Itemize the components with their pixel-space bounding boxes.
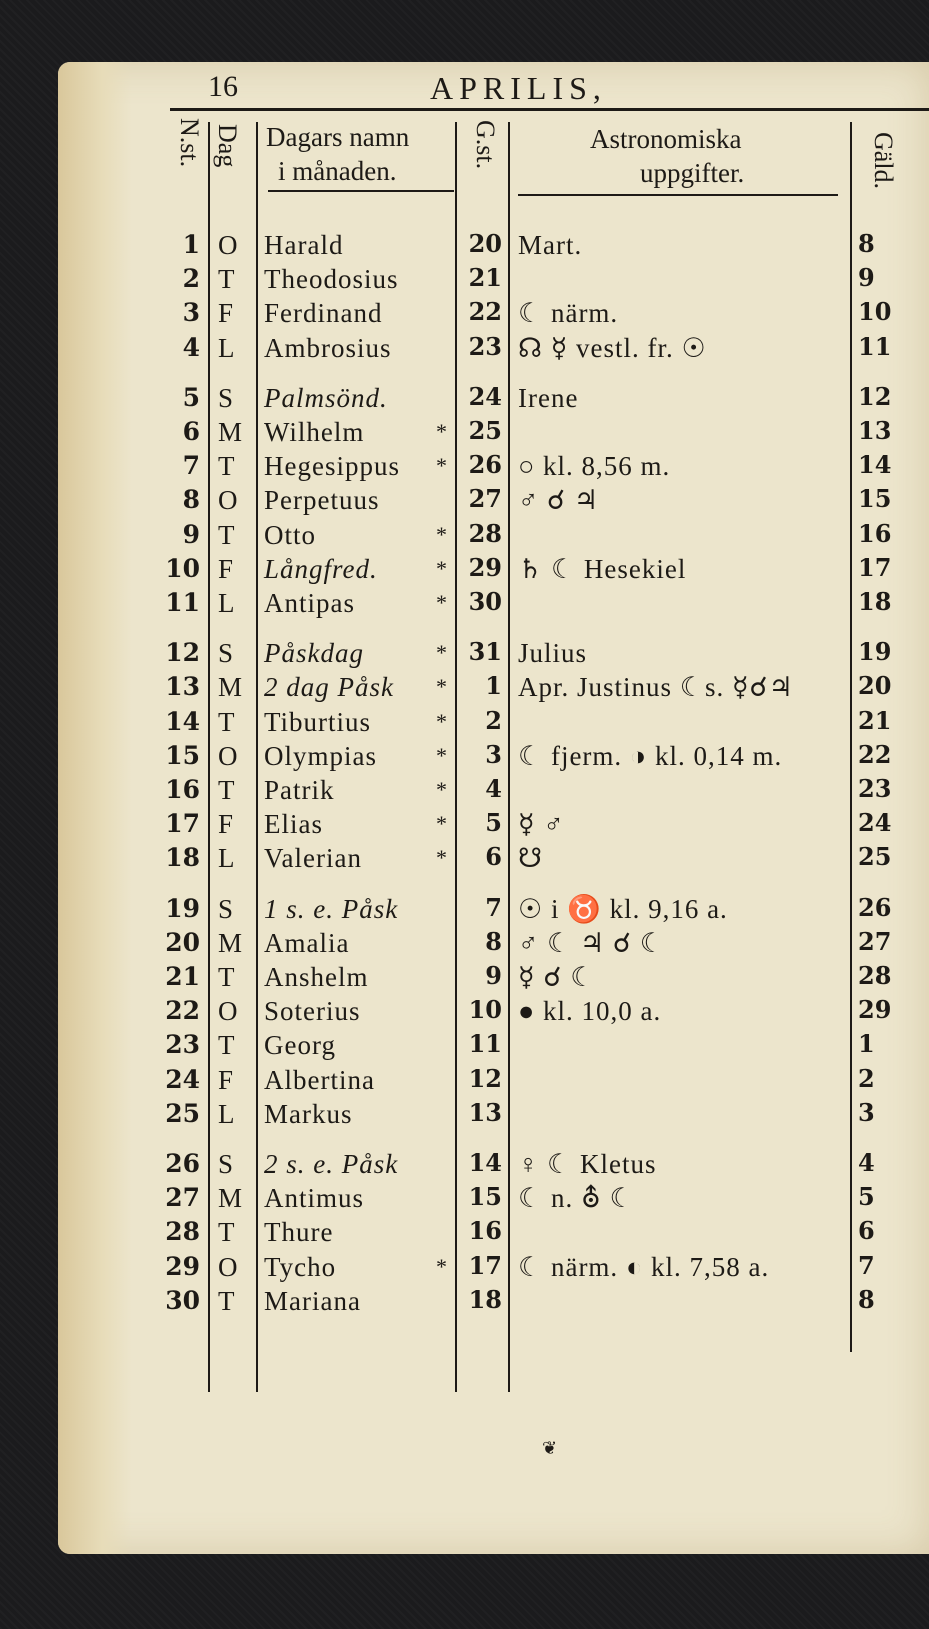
row-name: 1 s. e. Påsk: [264, 893, 399, 924]
row-date: 14: [165, 706, 200, 736]
row-weekday: T: [218, 775, 235, 805]
row-right-number: 6: [858, 1216, 875, 1246]
row-name: Wilhelm: [264, 417, 365, 447]
row-date: 26: [165, 1149, 200, 1178]
row-right-number: 23: [858, 774, 892, 803]
row-weekday: M: [218, 417, 243, 447]
row-name: Georg: [264, 1030, 336, 1061]
col-divider-1: [208, 122, 210, 1392]
row-astro: ● kl. 10,0 a.: [518, 996, 662, 1027]
row-star: *: [436, 521, 447, 547]
row-weekday: S: [218, 382, 234, 413]
row-name: Valerian: [264, 843, 362, 874]
row-gst: 13: [468, 1097, 502, 1127]
row-date: 29: [165, 1251, 200, 1281]
row-star: *: [436, 845, 447, 871]
row-date: 19: [165, 893, 200, 923]
row-name: Långfred.: [264, 553, 378, 584]
row-right-number: 26: [858, 892, 892, 922]
row-right-number: 7: [858, 1250, 875, 1280]
row-name: Patrik: [264, 775, 335, 805]
row-astro: ☾ närm.: [518, 298, 619, 329]
row-right-number: 10: [858, 297, 892, 327]
row-gst: 17: [468, 1250, 502, 1280]
row-right-number: 17: [858, 552, 892, 582]
row-date: 17: [165, 809, 200, 839]
row-weekday: S: [218, 638, 234, 669]
row-right-number: 22: [858, 739, 892, 769]
row-weekday: O: [218, 740, 238, 771]
row-right-number: 12: [858, 381, 892, 411]
row-right-number: 16: [858, 518, 892, 548]
row-star: *: [436, 708, 447, 734]
row-star: *: [436, 419, 447, 444]
row-weekday: L: [218, 332, 235, 363]
row-weekday: T: [218, 962, 235, 992]
row-gst: 21: [468, 263, 502, 293]
row-date: 2: [182, 264, 200, 294]
row-weekday: T: [218, 706, 235, 737]
row-name: Albertina: [264, 1064, 375, 1095]
row-weekday: T: [218, 264, 235, 295]
row-star: *: [436, 590, 447, 615]
row-weekday: O: [218, 1251, 238, 1282]
row-gst: 10: [468, 995, 502, 1025]
row-gst: 25: [468, 416, 502, 445]
row-astro: ☋: [518, 843, 543, 874]
row-star: *: [436, 811, 447, 837]
row-name: Ferdinand: [264, 298, 383, 329]
row-date: 16: [165, 775, 200, 804]
row-name: Palmsönd.: [264, 382, 388, 413]
row-right-number: 2: [858, 1063, 875, 1093]
row-name: Tycho: [264, 1251, 337, 1282]
row-name: Påskdag: [264, 638, 364, 669]
row-name: Tiburtius: [264, 706, 372, 737]
row-right-number: 13: [858, 416, 892, 445]
row-weekday: O: [218, 996, 238, 1027]
row-date: 30: [165, 1285, 200, 1315]
row-date: 4: [182, 332, 200, 362]
row-date: 7: [182, 451, 200, 481]
row-astro: Apr. Justinus ☾s. ☿☌♃: [518, 672, 794, 703]
row-astro: ♂ ☌ ♃: [518, 485, 600, 516]
row-right-number: 8: [858, 1284, 875, 1314]
row-gst: 18: [468, 1284, 502, 1314]
row-weekday: F: [218, 553, 234, 584]
row-right-number: 11: [858, 331, 892, 361]
col-header-gald: Gäld.: [869, 132, 898, 190]
row-right-number: 29: [858, 995, 892, 1025]
row-date: 6: [182, 417, 200, 446]
under-header-rule-astro: [518, 194, 838, 196]
row-weekday: F: [218, 1064, 234, 1095]
col-header-astro-2: uppgifter.: [640, 158, 745, 188]
row-weekday: O: [218, 230, 238, 260]
row-astro: Julius: [518, 638, 588, 669]
row-date: 22: [165, 996, 200, 1026]
row-star: *: [436, 742, 447, 768]
page-number: 16: [208, 70, 238, 103]
row-astro: ☾ närm. ◐ kl. 7,58 a.: [518, 1251, 770, 1282]
row-astro: ♄ ☾ Hesekiel: [518, 553, 687, 584]
row-astro: ☊ ☿ vestl. fr. ☉: [518, 332, 707, 363]
bottom-ornament: ❦: [542, 1438, 558, 1459]
row-gst: 6: [485, 842, 502, 872]
row-astro: ☿ ☌ ☾: [518, 962, 596, 992]
row-date: 11: [165, 588, 200, 617]
row-gst: 31: [468, 637, 502, 667]
row-astro: ☾ n. ⛢ ☾: [518, 1183, 635, 1214]
row-name: Theodosius: [264, 264, 399, 295]
row-right-number: 28: [858, 961, 892, 990]
row-weekday: L: [218, 588, 235, 618]
row-weekday: L: [218, 843, 235, 874]
row-date: 5: [182, 382, 200, 412]
row-star: *: [436, 674, 447, 700]
row-weekday: S: [218, 1149, 234, 1179]
row-weekday: T: [218, 451, 235, 482]
row-right-number: 25: [858, 842, 892, 872]
row-name: Soterius: [264, 996, 361, 1027]
row-name: Amalia: [264, 927, 350, 958]
row-right-number: 21: [858, 705, 892, 735]
row-date: 12: [165, 638, 200, 668]
row-name: 2 dag Påsk: [264, 672, 394, 703]
col-divider-2: [256, 122, 258, 1392]
row-name: Mariana: [264, 1285, 361, 1316]
row-gst: 26: [468, 450, 502, 480]
row-star: *: [436, 1253, 447, 1279]
row-name: Anshelm: [264, 962, 369, 992]
row-star: *: [436, 777, 447, 802]
col-divider-3: [455, 122, 457, 1392]
row-astro: ☾ fjerm. ◑ kl. 0,14 m.: [518, 740, 783, 771]
row-right-number: 4: [858, 1148, 875, 1177]
row-date: 1: [182, 230, 200, 259]
col-header-gst: G.st.: [471, 120, 500, 170]
row-weekday: M: [218, 927, 243, 958]
row-right-number: 20: [858, 671, 892, 701]
row-date: 10: [165, 553, 200, 583]
row-weekday: M: [218, 672, 243, 703]
row-weekday: F: [218, 809, 234, 840]
row-gst: 3: [485, 739, 502, 769]
row-weekday: T: [218, 1217, 235, 1248]
row-gst: 11: [468, 1029, 502, 1059]
row-gst: 22: [468, 297, 502, 327]
col-divider-5: [850, 122, 852, 1352]
row-gst: 27: [468, 484, 502, 514]
row-date: 3: [182, 298, 200, 328]
header-rule: [170, 108, 929, 111]
row-name: 2 s. e. Påsk: [264, 1149, 399, 1179]
row-date: 23: [165, 1030, 200, 1060]
under-header-rule-name: [268, 190, 454, 192]
row-name: Harald: [264, 230, 344, 260]
row-right-number: 27: [858, 926, 892, 956]
col-header-dag: Dag: [213, 124, 242, 168]
col-header-name-2: i månaden.: [278, 156, 397, 186]
row-gst: 9: [485, 961, 502, 990]
row-gst: 20: [468, 229, 502, 258]
row-right-number: 9: [858, 263, 875, 293]
row-date: 28: [165, 1217, 200, 1247]
row-right-number: 15: [858, 484, 892, 514]
row-name: Perpetuus: [264, 485, 380, 516]
row-astro: Irene: [518, 382, 579, 413]
row-right-number: 24: [858, 808, 892, 838]
row-date: 27: [165, 1183, 200, 1213]
row-star: *: [436, 640, 447, 666]
row-astro: Mart.: [518, 230, 583, 260]
row-date: 13: [165, 672, 200, 702]
row-right-number: 3: [858, 1097, 875, 1127]
row-gst: 14: [468, 1148, 502, 1177]
row-right-number: 14: [858, 450, 892, 480]
row-gst: 12: [468, 1063, 502, 1093]
row-name: Otto: [264, 519, 317, 550]
row-weekday: M: [218, 1183, 243, 1214]
row-date: 21: [165, 962, 200, 991]
row-gst: 24: [468, 381, 502, 411]
col-header-name-1: Dagars namn: [266, 122, 410, 152]
row-date: 8: [182, 485, 200, 515]
row-gst: 29: [468, 552, 502, 582]
row-astro: ☿ ♂: [518, 809, 565, 840]
row-right-number: 5: [858, 1182, 875, 1212]
row-name: Elias: [264, 809, 323, 840]
row-name: Thure: [264, 1217, 334, 1248]
row-name: Ambrosius: [264, 332, 392, 363]
row-star: *: [436, 555, 447, 581]
row-weekday: O: [218, 485, 238, 516]
row-name: Antimus: [264, 1183, 365, 1214]
row-star: *: [436, 453, 447, 479]
row-astro: ☉ i ♉ kl. 9,16 a.: [518, 893, 728, 924]
row-astro: ♂ ☾ ♃ ☌ ☾: [518, 927, 665, 958]
row-weekday: S: [218, 893, 234, 924]
row-gst: 15: [468, 1182, 502, 1212]
row-right-number: 19: [858, 637, 892, 667]
row-gst: 16: [468, 1216, 502, 1246]
row-astro: ♀ ☾ Kletus: [518, 1149, 657, 1179]
row-name: Markus: [264, 1098, 353, 1129]
row-weekday: T: [218, 1285, 235, 1316]
row-gst: 1: [485, 671, 502, 701]
row-gst: 8: [485, 926, 502, 956]
row-date: 25: [165, 1098, 200, 1128]
col-header-nst: N.st.: [175, 118, 204, 168]
row-gst: 5: [485, 808, 502, 838]
row-name: Olympias: [264, 740, 377, 771]
row-weekday: F: [218, 298, 234, 329]
row-weekday: T: [218, 519, 235, 550]
month-title: APRILIS,: [430, 70, 607, 106]
row-gst: 2: [485, 705, 502, 735]
col-header-astro-1: Astronomiska: [590, 124, 742, 154]
row-gst: 7: [485, 892, 502, 922]
row-right-number: 1: [858, 1029, 875, 1059]
row-date: 15: [165, 740, 200, 770]
row-gst: 23: [468, 331, 502, 361]
row-date: 24: [165, 1064, 200, 1094]
row-right-number: 8: [858, 229, 875, 258]
row-gst: 4: [485, 774, 502, 803]
row-name: Hegesippus: [264, 451, 400, 482]
row-date: 9: [182, 519, 200, 549]
row-name: Antipas: [264, 588, 355, 618]
row-weekday: T: [218, 1030, 235, 1061]
almanac-page: [58, 62, 929, 1554]
row-weekday: L: [218, 1098, 235, 1129]
row-date: 20: [165, 927, 200, 957]
row-gst: 28: [468, 518, 502, 548]
row-date: 18: [165, 843, 200, 873]
row-gst: 30: [468, 587, 502, 616]
col-divider-4: [508, 122, 510, 1392]
row-astro: ○ kl. 8,56 m.: [518, 451, 671, 482]
row-right-number: 18: [858, 587, 892, 616]
